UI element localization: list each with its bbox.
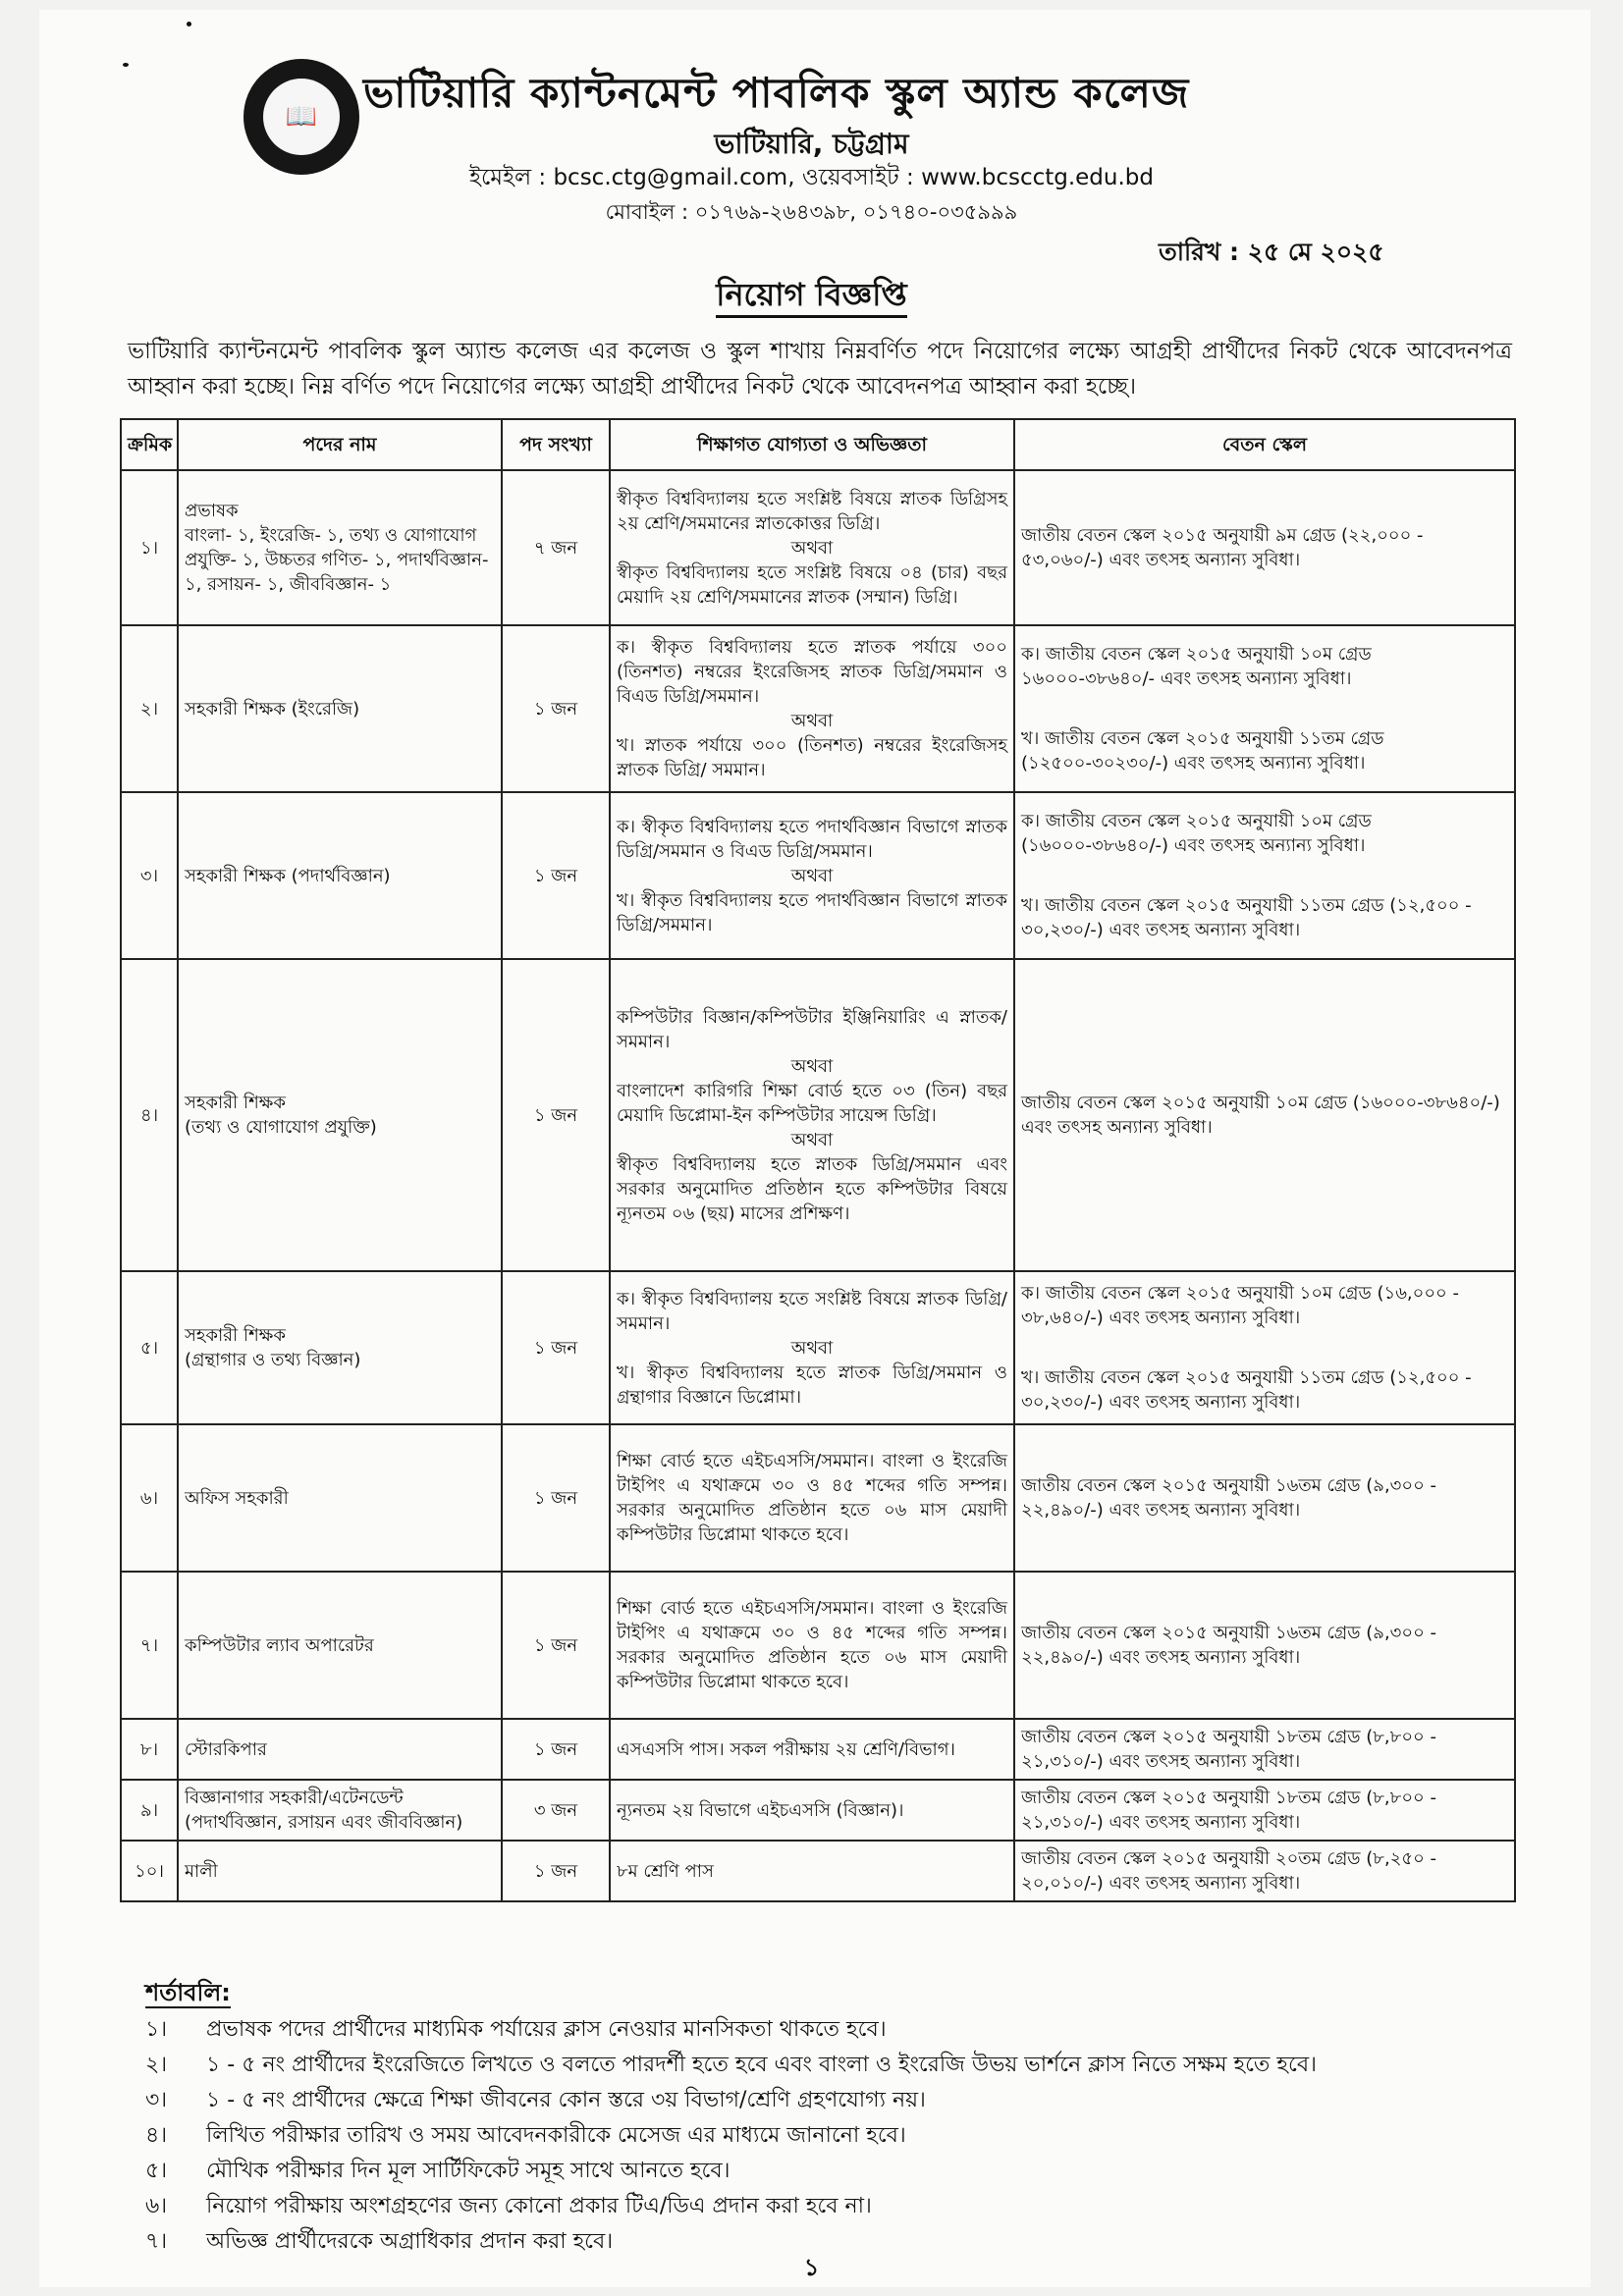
row-salary: [1014, 625, 1515, 792]
header-count: পদ সংখ্যা: [502, 419, 610, 470]
salary-option: জাতীয় বেতন স্কেল ২০১৫ অনুযায়ী ১৮তম গ্রেড (৮,৮০০ - ২১,৩১০/-) এবং তৎসহ অন্যান্য সুবিধা।: [1021, 1788, 1436, 1833]
notice-date: তারিখ : ২৫ মে ২০২৫: [1159, 238, 1384, 266]
salary-option: ক। জাতীয় বেতন স্কেল ২০১৫ অনুযায়ী ১০ম গ্রেড (১৬০০০-৩৮৬৪০/-) এবং তৎসহ অন্যান্য সুবিধা।: [1021, 811, 1372, 856]
row-serial: ৬।: [121, 1424, 178, 1572]
row-qualification: [610, 1719, 1014, 1780]
term-number: ৪।: [145, 2123, 168, 2148]
term-text: লিখিত পরীক্ষার তারিখ ও সময় আবেদনকারীকে মেসেজ এর মাধ্যমে জানানো হবে।: [206, 2123, 906, 2148]
term-text: ১ - ৫ নং প্রার্থীদের ইংরেজিতে লিখতে ও বলতে পারদর্শী হতে হবে এবং বাংলা ও ইংরেজি উভয় ভার্শনে ক্লাস নিতে সক্ষম হতে হবে।: [206, 2053, 1317, 2077]
page-number: ১: [803, 2254, 820, 2281]
salary-option: জাতীয় বেতন স্কেল ২০১৫ অনুযায়ী ১৬তম গ্রেড (৯,৩০০ - ২২,৪৯০/-) এবং তৎসহ অন্যান্য সুবিধা।: [1021, 1623, 1436, 1668]
row-count: ১ জন: [502, 1424, 610, 1572]
qualification-option: এসএসসি পাস। সকল পরীক্ষায় ২য় শ্রেণি/বিভাগ।: [617, 1738, 955, 1760]
salary-option: ক। জাতীয় বেতন স্কেল ২০১৫ অনুযায়ী ১০ম গ্রেড ১৬০০০-৩৮৬৪০/- এবং তৎসহ অন্যান্য সুবিধা।: [1021, 644, 1372, 689]
or-separator: অথবা: [790, 711, 834, 731]
term-text: প্রভাষক পদের প্রার্থীদের মাধ্যমিক পর্যায়ের ক্লাস নেওয়ার মানসিকতা থাকতে হবে।: [206, 2017, 887, 2042]
row-salary: [1014, 1424, 1515, 1572]
or-separator: অথবা: [790, 1129, 834, 1150]
row-qualification: [610, 1780, 1014, 1841]
row-salary: [1014, 792, 1515, 959]
or-separator: অথবা: [790, 1337, 834, 1359]
school-location: ভাটিয়ারি, চট্টগ্রাম: [714, 128, 909, 160]
row-post: সহকারী শিক্ষক (ইংরেজি): [178, 625, 502, 792]
term-number: ৭।: [145, 2229, 168, 2254]
term-item: [145, 2048, 1481, 2083]
salary-option: জাতীয় বেতন স্কেল ২০১৫ অনুযায়ী ১০ম গ্রেড (১৬০০০-৩৮৬৪০/-) এবং তৎসহ অন্যান্য সুবিধা।: [1021, 1093, 1500, 1138]
header-qualification: শিক্ষাগত যোগ্যতা ও অভিজ্ঞতা: [610, 419, 1014, 470]
qualification-option: কম্পিউটার বিজ্ঞান/কম্পিউটার ইঞ্জিনিয়ারিং এ স্নাতক/সমমান।: [617, 1006, 1007, 1052]
term-item: [145, 2083, 1481, 2118]
notice-title-text: নিয়োগ বিজ্ঞপ্তি: [716, 276, 906, 318]
qualification-option: স্বীকৃত বিশ্ববিদ্যালয় হতে স্নাতক ডিগ্রি/সমমান এবং সরকার অনুমোদিত প্রতিষ্ঠান হতে কম্পিউটার বিষয়ে ন্যূনতম ০৬ (ছয়) মাসের প্রশিক্ষণ।: [617, 1153, 1007, 1224]
term-number: ৬।: [145, 2194, 168, 2218]
row-qualification: [610, 625, 1014, 792]
term-text: নিয়োগ পরীক্ষায় অংশগ্রহণের জন্য কোনো প্রকার টিএ/ডিএ প্রদান করা হবে না।: [206, 2194, 872, 2218]
qualification-option: খ। স্বীকৃত বিশ্ববিদ্যালয় হতে স্নাতক ডিগ্রি/সমমান ও গ্রন্থাগার বিজ্ঞানে ডিপ্লোমা।: [617, 1362, 1007, 1408]
salary-option: জাতীয় বেতন স্কেল ২০১৫ অনুযায়ী ১৮তম গ্রেড (৮,৮০০ - ২১,৩১০/-) এবং তৎসহ অন্যান্য সুবিধা।: [1021, 1727, 1436, 1772]
contact-line: ইমেইল : bcsc.ctg@gmail.com, ওয়েবসাইট : www.bcscctg.edu.bd: [469, 165, 1154, 190]
row-post: বিজ্ঞানাগার সহকারী/এটেনডেন্ট (পদার্থবিজ্ঞান, রসায়ন এবং জীববিজ্ঞান): [178, 1780, 502, 1841]
salary-option: জাতীয় বেতন স্কেল ২০১৫ অনুযায়ী ২০তম গ্রেড (৮,২৫০ - ২০,০১০/-) এবং তৎসহ অন্যান্য সুবিধা।: [1021, 1848, 1436, 1894]
mobile-line: মোবাইল : ০১৭৬৯-২৬৪৩৯৮, ০১৭৪০-০৩৫৯৯৯: [605, 200, 1018, 224]
row-salary: [1014, 959, 1515, 1271]
table-row: [121, 1719, 1515, 1780]
salary-option: জাতীয় বেতন স্কেল ২০১৫ অনুযায়ী ৯ম গ্রেড (২২,০০০ - ৫৩,০৬০/-) এবং তৎসহ অন্যান্য সুবিধা।: [1021, 525, 1424, 570]
term-number: ৩।: [145, 2088, 168, 2112]
qualification-option: শিক্ষা বোর্ড হতে এইচএসসি/সমমান। বাংলা ও ইংরেজি টাইপিং এ যথাক্রমে ৩০ ও ৪৫ শব্দের গতি সম্পন্ন। সরকার অনুমোদিত প্রতিষ্ঠান হতে ০৬ মাস মেয়াদী কম্পিউটার ডিপ্লোমা থাকতে হবে।: [617, 1451, 1007, 1545]
or-separator: অথবা: [790, 1055, 834, 1077]
row-count: ১ জন: [502, 625, 610, 792]
row-serial: ১।: [121, 470, 178, 625]
header-serial: ক্রমিক: [121, 419, 178, 470]
row-salary: [1014, 1780, 1515, 1841]
term-number: ৫।: [145, 2159, 168, 2183]
term-number: ১।: [145, 2017, 168, 2042]
row-salary: [1014, 1572, 1515, 1719]
row-serial: ৪।: [121, 959, 178, 1271]
notice-intro: ভাটিয়ারি ক্যান্টনমেন্ট পাবলিক স্কুল অ্যান্ড কলেজ এর কলেজ ও স্কুল শাখায় নিম্নবর্ণিত পদে নিয়োগের লক্ষ্যে আগ্রহী প্রার্থীদের নিকট থেকে আবেদনপত্র আহ্বান করা হচ্ছে। নিম্ন বর্ণিত পদে নিয়োগের লক্ষ্যে আগ্রহী প্রার্থীদের নিকট থেকে আবেদনপত্র আহ্বান করা হচ্ছে।: [128, 339, 1512, 400]
qualification-option: ন্যূনতম ২য় বিভাগে এইচএসসি (বিজ্ঞান)।: [617, 1799, 904, 1821]
terms-title: [145, 1975, 231, 2014]
table-row: [121, 625, 1515, 792]
row-post: মালী: [178, 1841, 502, 1901]
or-separator: অথবা: [790, 537, 834, 559]
row-count: ১ জন: [502, 1572, 610, 1719]
salary-option: খ। জাতীয় বেতন স্কেল ২০১৫ অনুযায়ী ১১তম গ্রেড (১২,৫০০ - ৩০,২৩০/-) এবং তৎসহ অন্যান্য সুবিধা।: [1021, 1367, 1472, 1413]
qualification-option: ৮ম শ্রেণি পাস: [617, 1860, 714, 1882]
row-salary: [1014, 1719, 1515, 1780]
qualification-option: স্বীকৃত বিশ্ববিদ্যালয় হতে সংশ্লিষ্ট বিষয়ে ০৪ (চার) বছর মেয়াদি ২য় শ্রেণি/সমমানের স্নাতক (সম্মান) ডিগ্রি।: [617, 561, 1007, 608]
qualification-option: বাংলাদেশ কারিগরি শিক্ষা বোর্ড হতে ০৩ (তিন) বছর মেয়াদি ডিপ্লোমা-ইন কম্পিউটার সায়েন্স ডিগ্রি।: [617, 1080, 1007, 1126]
table-row: [121, 792, 1515, 959]
row-post: সহকারী শিক্ষক (তথ্য ও যোগাযোগ প্রযুক্তি): [178, 959, 502, 1271]
row-serial: ৮।: [121, 1719, 178, 1780]
qualification-option: শিক্ষা বোর্ড হতে এইচএসসি/সমমান। বাংলা ও ইংরেজি টাইপিং এ যথাক্রমে ৩০ ও ৪৫ শব্দের গতি সম্পন্ন। সরকার অনুমোদিত প্রতিষ্ঠান হতে ০৬ মাস মেয়াদী কম্পিউটার ডিপ্লোমা থাকতে হবে।: [617, 1598, 1007, 1692]
row-qualification: [610, 470, 1014, 625]
speck: [123, 63, 129, 67]
qualification-option: ক। স্বীকৃত বিশ্ববিদ্যালয় হতে পদার্থবিজ্ঞান বিভাগে স্নাতক ডিগ্রি/সমমান ও বিএড ডিগ্রি/সমমান।: [617, 816, 1007, 862]
qualification-option: খ। স্বীকৃত বিশ্ববিদ্যালয় হতে পদার্থবিজ্ঞান বিভাগে স্নাতক ডিগ্রি/সমমান।: [617, 889, 1007, 935]
row-serial: ৩।: [121, 792, 178, 959]
row-count: ১ জন: [502, 792, 610, 959]
or-separator: অথবা: [790, 865, 834, 886]
salary-option: জাতীয় বেতন স্কেল ২০১৫ অনুযায়ী ১৬তম গ্রেড (৯,৩০০ - ২২,৪৯০/-) এবং তৎসহ অন্যান্য সুবিধা।: [1021, 1475, 1436, 1521]
row-count: ৩ জন: [502, 1780, 610, 1841]
row-count: ১ জন: [502, 959, 610, 1271]
term-item: [145, 2154, 1481, 2189]
row-qualification: [610, 1841, 1014, 1901]
term-text: অভিজ্ঞ প্রার্থীদেরকে অগ্রাধিকার প্রদান করা হবে।: [206, 2229, 614, 2254]
row-qualification: [610, 1424, 1014, 1572]
row-post: স্টোরকিপার: [178, 1719, 502, 1780]
row-count: ১ জন: [502, 1271, 610, 1424]
row-post: প্রভাষক বাংলা- ১, ইংরেজি- ১, তথ্য ও যোগাযোগ প্রযুক্তি- ১, উচ্চতর গণিত- ১, পদার্থবিজ্ঞান- ১, রসায়ন- ১, জীববিজ্ঞান- ১: [178, 470, 502, 625]
header-salary: বেতন স্কেল: [1014, 419, 1515, 470]
row-qualification: [610, 1271, 1014, 1424]
row-salary: [1014, 1841, 1515, 1901]
speck: [187, 22, 191, 27]
row-qualification: [610, 959, 1014, 1271]
salary-option: ক। জাতীয় বেতন স্কেল ২০১৫ অনুযায়ী ১০ম গ্রেড (১৬,০০০ - ৩৮,৬৪০/-) এবং তৎসহ অন্যান্য সুবিধা।: [1021, 1283, 1459, 1328]
terms-list: [145, 2012, 1481, 2260]
row-serial: ৯।: [121, 1780, 178, 1841]
term-text: মৌখিক পরীক্ষার দিন মূল সার্টিফিকেট সমূহ সাথে আনতে হবে।: [206, 2159, 730, 2183]
table-row: [121, 1780, 1515, 1841]
term-text: ১ - ৫ নং প্রার্থীদের ক্ষেত্রে শিক্ষা জীবনের কোন স্তরে ৩য় বিভাগ/শ্রেণি গ্রহণযোগ্য নয়।: [206, 2088, 926, 2112]
qualification-option: স্বীকৃত বিশ্ববিদ্যালয় হতে সংশ্লিষ্ট বিষয়ে স্নাতক ডিগ্রিসহ ২য় শ্রেণি/সমমানের স্নাতকোত্তর ডিগ্রি।: [617, 488, 1007, 534]
terms-title-text: শর্তাবলি:: [145, 1979, 231, 2006]
row-post: অফিস সহকারী: [178, 1424, 502, 1572]
row-serial: ৭।: [121, 1572, 178, 1719]
row-count: ১ জন: [502, 1719, 610, 1780]
row-salary: [1014, 470, 1515, 625]
posts-table: [120, 418, 1516, 1902]
qualification-option: ক। স্বীকৃত বিশ্ববিদ্যালয় হতে স্নাতক পর্যায়ে ৩০০ (তিনশত) নম্বরের ইংরেজিসহ স্নাতক ডিগ্রি/সমমান ও বিএড ডিগ্রি/সমমান।: [617, 637, 1007, 707]
table-row: [121, 1271, 1515, 1424]
table-row: [121, 1424, 1515, 1572]
row-qualification: [610, 1572, 1014, 1719]
row-count: ৭ জন: [502, 470, 610, 625]
header-post: পদের নাম: [178, 419, 502, 470]
qualification-option: খ। স্নাতক পর্যায়ে ৩০০ (তিনশত) নম্বরের ইংরেজিসহ স্নাতক ডিগ্রি/ সমমান।: [617, 735, 1007, 780]
notice-title: [0, 270, 1623, 323]
table-row: [121, 1841, 1515, 1901]
row-qualification: [610, 792, 1014, 959]
table-row: [121, 959, 1515, 1271]
table-row: [121, 1572, 1515, 1719]
term-item: [145, 2189, 1481, 2224]
row-serial: ৫।: [121, 1271, 178, 1424]
school-name: ভাটিয়ারি ক্যান্টনমেন্ট পাবলিক স্কুল অ্যান্ড কলেজ: [363, 69, 1190, 117]
row-post: কম্পিউটার ল্যাব অপারেটর: [178, 1572, 502, 1719]
salary-option: খ। জাতীয় বেতন স্কেল ২০১৫ অনুযায়ী ১১তম গ্রেড (১২,৫০০ - ৩০,২৩০/-) এবং তৎসহ অন্যান্য সুবিধা।: [1021, 895, 1472, 940]
row-count: ১ জন: [502, 1841, 610, 1901]
book-icon: 📖: [263, 79, 340, 155]
salary-option: খ। জাতীয় বেতন স্কেল ২০১৫ অনুযায়ী ১১তম গ্রেড (১২৫০০-৩০২৩০/-) এবং তৎসহ অন্যান্য সুবিধা।: [1021, 728, 1384, 774]
term-number: ২।: [145, 2053, 168, 2077]
row-post: সহকারী শিক্ষক (গ্রন্থাগার ও তথ্য বিজ্ঞান): [178, 1271, 502, 1424]
row-salary: [1014, 1271, 1515, 1424]
term-item: [145, 2118, 1481, 2154]
row-serial: ২।: [121, 625, 178, 792]
row-post: সহকারী শিক্ষক (পদার্থবিজ্ঞান): [178, 792, 502, 959]
table-row: [121, 470, 1515, 625]
row-serial: ১০।: [121, 1841, 178, 1901]
table-header-row: [121, 419, 1515, 470]
term-item: [145, 2012, 1481, 2048]
qualification-option: ক। স্বীকৃত বিশ্ববিদ্যালয় হতে সংশ্লিষ্ট বিষয়ে স্নাতক ডিগ্রি/সমমান।: [617, 1288, 1007, 1334]
